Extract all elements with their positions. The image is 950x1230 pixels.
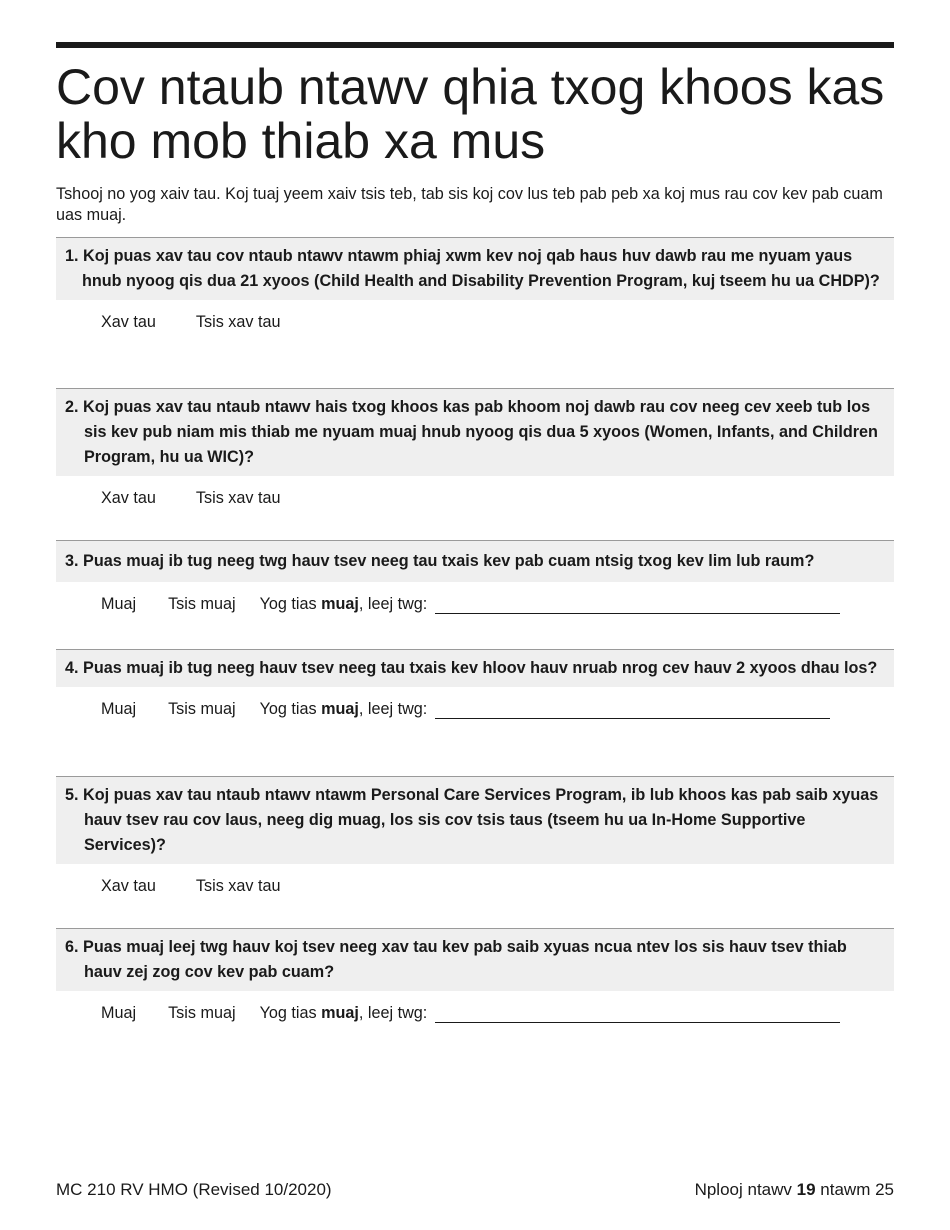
who-answer-line[interactable]	[435, 599, 840, 614]
option-no[interactable]: Tsis xav tau	[195, 489, 281, 507]
question-number: 2.	[65, 398, 79, 416]
question-1-text	[56, 238, 894, 300]
document-page	[56, 42, 894, 1029]
question-text: Puas muaj ib tug neeg hauv tsev neeg tau txais kev hloov hauv nruab nrog cev hauv 2 xyoos dhau los?	[83, 659, 878, 677]
option-no[interactable]: Tsis muaj	[168, 700, 236, 718]
form-id: MC 210 RV HMO (Revised 10/2020)	[56, 1180, 332, 1199]
question-number: 4.	[65, 659, 79, 677]
option-no[interactable]: Tsis xav tau	[195, 877, 281, 895]
question-2-text	[56, 389, 894, 476]
page-title: Cov ntaub ntawv qhia txog khoos kas kho mob thiab xa mus	[56, 59, 885, 169]
question-4	[56, 649, 894, 776]
option-yes[interactable]: Xav tau	[101, 313, 156, 331]
question-6	[56, 928, 894, 1029]
question-1-answers	[56, 300, 894, 332]
question-6-answers	[56, 991, 894, 1023]
option-no[interactable]: Tsis muaj	[168, 1004, 236, 1022]
top-rule	[56, 42, 894, 48]
question-text: Puas muaj leej twg hauv koj tsev neeg xav tau kev pab saib xyuas ncua ntev los sis hauv tsev thiab hauv zej zog cov kev pab cuam?	[83, 938, 847, 981]
option-yes[interactable]: Muaj	[101, 700, 137, 718]
option-yes[interactable]: Muaj	[101, 1004, 137, 1022]
question-number: 3.	[65, 552, 79, 570]
who-answer-line[interactable]	[435, 1008, 840, 1023]
question-2-answers	[56, 476, 894, 508]
question-3-answers	[56, 582, 894, 614]
page-number: 19	[796, 1180, 816, 1199]
option-yes[interactable]: Muaj	[101, 595, 137, 613]
question-text: Puas muaj ib tug neeg twg hauv tsev neeg tau txais kev pab cuam ntsig txog kev lim lub raum?	[83, 552, 815, 570]
option-yes[interactable]: Xav tau	[101, 877, 156, 895]
question-text: Koj puas xav tau cov ntaub ntawv ntawm phiaj xwm kev noj qab haus huv dawb rau me nyuam yaus hnub nyoog qis dua 21 xyoos (Child Health and Disability Prevention Program, kuj tseem hu ua CHDP)?	[82, 247, 880, 290]
option-yes[interactable]: Xav tau	[101, 489, 156, 507]
question-2	[56, 388, 894, 540]
question-number: 6.	[65, 938, 79, 956]
question-4-text	[56, 650, 894, 687]
question-number: 1.	[65, 247, 79, 265]
question-3	[56, 540, 894, 649]
page-counter: Nplooj ntawv 19 ntawm 25	[694, 1180, 894, 1199]
question-5	[56, 776, 894, 928]
question-text: Koj puas xav tau ntaub ntawv ntawm Personal Care Services Program, ib lub khoos kas pab saib xyuas hauv tsev rau cov laus, neeg dig muag, los sis cov tsis taus (tseem hu ua In-Home Supportive Services)?	[83, 786, 879, 854]
question-text: Koj puas xav tau ntaub ntawv hais txog khoos kas pab khoom noj dawb rau cov neeg cev xeeb tub los sis kev pub niam mis thiab me nyuam muaj hnub nyoog qis dua 5 xyoos (Women, Infants, and Children Program, hu ua WIC)?	[83, 398, 878, 466]
question-6-text	[56, 929, 894, 991]
question-5-text	[56, 777, 894, 864]
if-yes-who-label: Yog tias muaj, leej twg:	[259, 595, 428, 613]
question-5-answers	[56, 864, 894, 896]
intro-text: Tshooj no yog xaiv tau. Koj tuaj yeem xaiv tsis teb, tab sis koj cov lus teb pab peb xa koj mus rau cov kev pab cuam uas muaj.	[56, 185, 883, 224]
if-yes-who-label: Yog tias muaj, leej twg:	[259, 700, 428, 718]
question-4-answers	[56, 687, 894, 719]
who-answer-line[interactable]	[435, 704, 830, 719]
question-1	[56, 237, 894, 388]
question-3-text	[56, 541, 894, 582]
option-no[interactable]: Tsis xav tau	[195, 313, 281, 331]
option-no[interactable]: Tsis muaj	[168, 595, 236, 613]
if-yes-who-label: Yog tias muaj, leej twg:	[259, 1004, 428, 1022]
question-number: 5.	[65, 786, 79, 804]
